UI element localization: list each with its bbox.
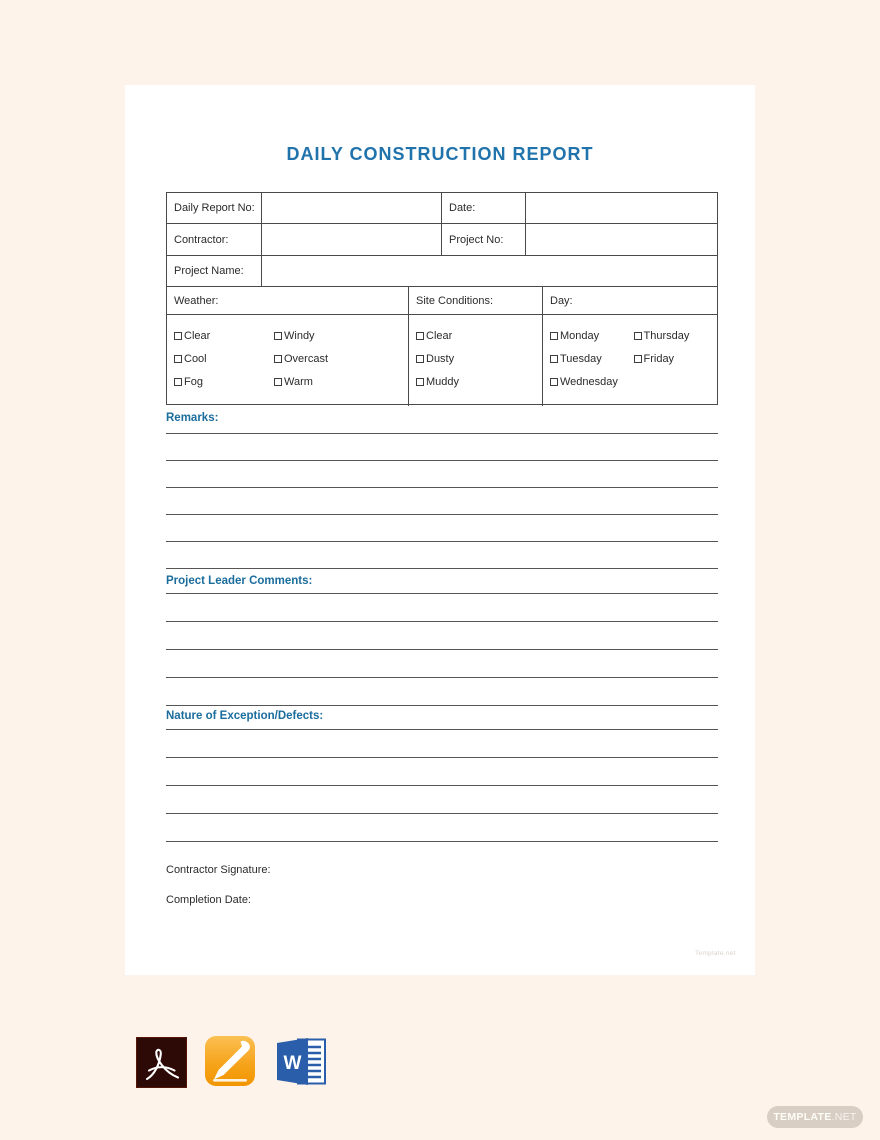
writing-line[interactable] bbox=[166, 650, 718, 678]
contractor-input[interactable] bbox=[262, 224, 442, 255]
checkbox[interactable] bbox=[416, 355, 424, 363]
nature-of-exception-label: Nature of Exception/Defects: bbox=[166, 710, 324, 722]
checkbox-label: Fog bbox=[184, 375, 203, 388]
remarks-label: Remarks: bbox=[166, 412, 219, 424]
checkbox-item-dusty bbox=[416, 352, 516, 365]
writing-line[interactable] bbox=[166, 461, 718, 488]
microsoft-word-icon[interactable] bbox=[277, 1036, 328, 1087]
daily-report-no-label: Daily Report No: bbox=[167, 193, 262, 223]
checkbox-item-fog bbox=[174, 375, 274, 388]
writing-line[interactable] bbox=[166, 594, 718, 622]
nature-of-exception-lines bbox=[166, 724, 718, 842]
table-row bbox=[167, 193, 717, 224]
writing-line[interactable] bbox=[166, 730, 718, 758]
checkbox[interactable] bbox=[416, 332, 424, 340]
checkbox-column bbox=[550, 329, 634, 398]
checkbox[interactable] bbox=[174, 378, 182, 386]
checkbox-item-overcast bbox=[274, 352, 374, 365]
table-row bbox=[167, 315, 717, 406]
checkbox-item-muddy bbox=[416, 375, 516, 388]
checkbox[interactable] bbox=[174, 355, 182, 363]
table-row bbox=[167, 287, 717, 315]
writing-line[interactable] bbox=[166, 488, 718, 515]
checkbox-item-monday bbox=[550, 329, 634, 342]
acrobat-logo-glyph bbox=[136, 1037, 187, 1088]
word-logo-glyph bbox=[277, 1036, 328, 1087]
remarks-lines bbox=[166, 426, 718, 569]
checkbox-label: Wednesday bbox=[560, 375, 618, 388]
checkbox-item-windy bbox=[274, 329, 374, 342]
checkbox-label: Clear bbox=[426, 329, 453, 342]
checkbox[interactable] bbox=[274, 378, 282, 386]
writing-line[interactable] bbox=[166, 758, 718, 786]
checkbox-label: Cool bbox=[184, 352, 207, 365]
pages-pen-glyph bbox=[205, 1036, 255, 1086]
site-conditions-header: Site Conditions: bbox=[409, 287, 543, 314]
checkbox-label: Thursday bbox=[643, 329, 690, 342]
writing-line[interactable] bbox=[166, 515, 718, 542]
project-name-input[interactable] bbox=[262, 256, 717, 286]
document-page bbox=[125, 85, 755, 975]
project-no-label: Project No: bbox=[442, 224, 526, 255]
project-leader-comments-label: Project Leader Comments: bbox=[166, 575, 313, 587]
checkbox-column bbox=[634, 329, 718, 375]
daily-report-no-input[interactable] bbox=[262, 193, 442, 223]
checkbox-item-cool bbox=[174, 352, 274, 365]
completion-date-label: Completion Date: bbox=[166, 894, 251, 906]
checkbox-label: Muddy bbox=[426, 375, 460, 388]
day-header: Day: bbox=[550, 294, 573, 307]
template-net-badge[interactable] bbox=[767, 1106, 863, 1128]
checkbox-label: Windy bbox=[284, 329, 315, 342]
weather-checkbox-group bbox=[167, 315, 409, 406]
checkbox[interactable] bbox=[550, 378, 558, 386]
writing-line[interactable] bbox=[166, 434, 718, 461]
site-conditions-checkbox-group bbox=[409, 315, 543, 406]
remarks-section bbox=[166, 412, 718, 569]
checkbox-item-clear bbox=[416, 329, 516, 342]
checkbox-label: Dusty bbox=[426, 352, 455, 365]
nature-of-exception-section bbox=[166, 710, 718, 842]
date-label: Date: bbox=[442, 193, 526, 223]
checkbox-item-wednesday bbox=[550, 375, 634, 388]
writing-line[interactable] bbox=[166, 542, 718, 569]
watermark-text: Template.net bbox=[695, 950, 736, 957]
badge-text-bold: TEMPLATE bbox=[773, 1111, 832, 1123]
svg-text:W: W bbox=[283, 1053, 302, 1074]
apple-pages-icon[interactable] bbox=[205, 1036, 255, 1086]
weather-header: Weather: bbox=[167, 287, 409, 314]
table-row bbox=[167, 256, 717, 287]
checkbox-column bbox=[274, 329, 374, 398]
project-no-input[interactable] bbox=[526, 224, 717, 255]
writing-line[interactable] bbox=[166, 786, 718, 814]
project-leader-comments-section bbox=[166, 575, 718, 706]
checkbox-label: Monday bbox=[560, 329, 600, 342]
checkbox[interactable] bbox=[174, 332, 182, 340]
checkbox-label: Friday bbox=[643, 352, 675, 365]
checkbox[interactable] bbox=[550, 355, 558, 363]
writing-line[interactable] bbox=[166, 814, 718, 842]
checkbox[interactable] bbox=[634, 332, 642, 340]
checkbox-label: Tuesday bbox=[560, 352, 602, 365]
checkbox[interactable] bbox=[274, 332, 282, 340]
checkbox[interactable] bbox=[550, 332, 558, 340]
page-title: DAILY CONSTRUCTION REPORT bbox=[286, 144, 594, 164]
date-input[interactable] bbox=[526, 193, 717, 223]
writing-line[interactable] bbox=[166, 678, 718, 706]
checkbox[interactable] bbox=[634, 355, 642, 363]
writing-line[interactable] bbox=[166, 622, 718, 650]
day-checkbox-group bbox=[543, 315, 717, 406]
checkbox-column bbox=[416, 329, 516, 398]
project-leader-comments-lines bbox=[166, 589, 718, 706]
checkbox-item-friday bbox=[634, 352, 718, 365]
checkbox-item-thursday bbox=[634, 329, 718, 342]
checkbox-item-tuesday bbox=[550, 352, 634, 365]
checkbox-item-clear bbox=[174, 329, 274, 342]
badge-text-light: .NET bbox=[831, 1111, 857, 1123]
checkbox-label: Warm bbox=[284, 375, 313, 388]
writing-line[interactable] bbox=[166, 426, 718, 434]
report-header-table bbox=[166, 192, 718, 405]
contractor-signature-label: Contractor Signature: bbox=[166, 864, 271, 876]
checkbox-column bbox=[174, 329, 274, 398]
checkbox-item-warm bbox=[274, 375, 374, 388]
checkbox[interactable] bbox=[274, 355, 282, 363]
checkbox-label: Clear bbox=[184, 329, 211, 342]
checkbox[interactable] bbox=[416, 378, 424, 386]
project-name-label: Project Name: bbox=[167, 256, 262, 286]
table-row bbox=[167, 224, 717, 256]
contractor-label: Contractor: bbox=[167, 224, 262, 255]
adobe-acrobat-pdf-icon[interactable] bbox=[136, 1037, 187, 1088]
checkbox-label: Overcast bbox=[284, 352, 329, 365]
